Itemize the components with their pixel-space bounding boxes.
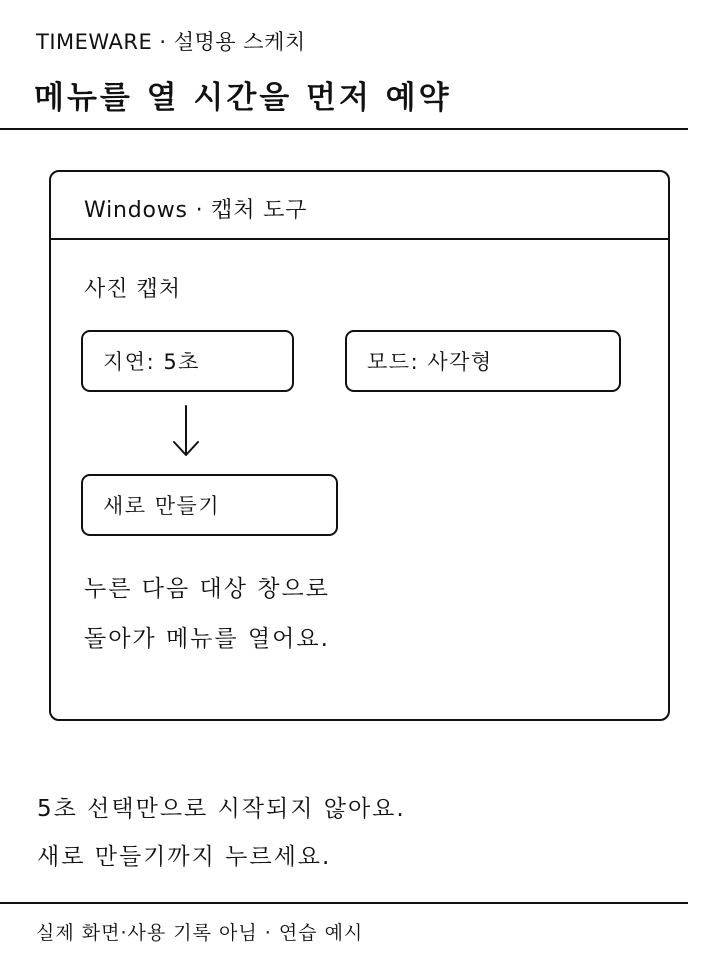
window-title: Windows · 캡처 도구 — [84, 198, 308, 223]
note-line: 5초 선택만으로 시작되지 않아요. — [37, 796, 406, 822]
note-line: 새로 만들기까지 누르세요. — [37, 844, 332, 870]
snipping-tool-window — [49, 170, 670, 721]
footer-disclaimer: 실제 화면·사용 기록 아님 · 연습 예시 — [36, 922, 364, 944]
mode-button[interactable]: 모드: 사각형 — [345, 330, 621, 392]
instruction-line: 누른 다음 대상 창으로 — [84, 576, 330, 602]
instruction-line: 돌아가 메뉴를 열어요. — [84, 626, 330, 652]
header-kicker: TIMEWARE · 설명용 스케치 — [36, 30, 306, 54]
footer-divider — [0, 902, 688, 904]
arrow-down-icon — [171, 404, 201, 458]
header-divider — [0, 128, 688, 130]
delay-button[interactable]: 지연: 5초 — [81, 330, 294, 392]
new-capture-button[interactable]: 새로 만들기 — [81, 474, 338, 536]
section-label: 사진 캡처 — [84, 277, 182, 302]
window-titlebar — [51, 172, 668, 240]
page-title: 메뉴를 열 시간을 먼저 예약 — [34, 80, 452, 116]
